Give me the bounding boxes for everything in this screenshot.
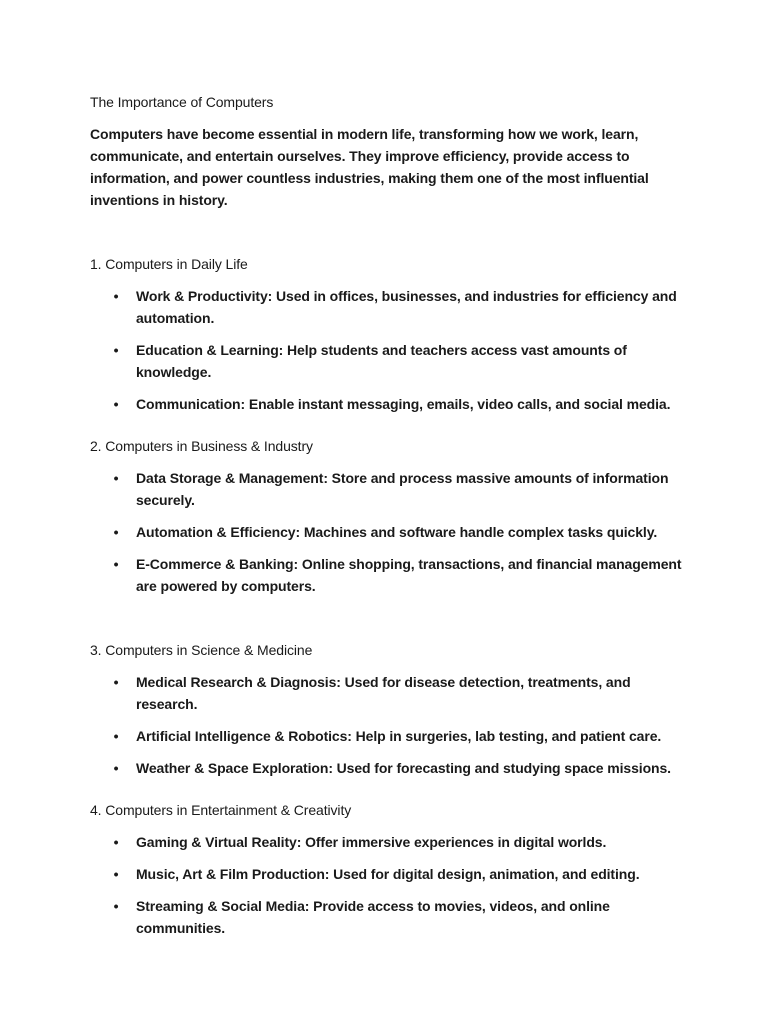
- list-item: [0, 757, 768, 779]
- list-item: [0, 467, 768, 511]
- list-item: [0, 339, 768, 383]
- section-heading-business-industry: 2. Computers in Business & Industry: [90, 438, 313, 454]
- list-item: [0, 863, 768, 885]
- list-item: [0, 553, 768, 597]
- list-item-text: Music, Art & Film Production: Used for digital design, animation, and editing.: [136, 866, 640, 882]
- bullet-icon: •: [113, 288, 119, 304]
- list-item-text: Automation & Efficiency: Machines and software handle complex tasks quickly.: [136, 524, 658, 540]
- list-item: [0, 725, 768, 747]
- bullet-icon: •: [113, 674, 119, 690]
- list-item: [0, 285, 768, 329]
- bullet-list-entertainment-creativity: [0, 831, 768, 949]
- section-heading-science-medicine: 3. Computers in Science & Medicine: [90, 642, 313, 658]
- list-item: [0, 521, 768, 543]
- list-item: [0, 831, 768, 853]
- intro-paragraph: Computers have become essential in modern life, transforming how we work, learn, communicate, and entertain ourselves. They improve efficiency, provide access to information, and power countless industries, making them one of the most influential inventions in history.: [90, 126, 649, 208]
- bullet-icon: •: [113, 834, 119, 850]
- bullet-icon: •: [113, 898, 119, 914]
- list-item: [0, 393, 768, 415]
- list-item-text: Gaming & Virtual Reality: Offer immersive experiences in digital worlds.: [136, 834, 607, 850]
- bullet-list-science-medicine: [0, 671, 768, 789]
- list-item-text: Data Storage & Management: Store and process massive amounts of information securely.: [136, 470, 669, 508]
- list-item-text: Weather & Space Exploration: Used for forecasting and studying space missions.: [136, 760, 671, 776]
- bullet-icon: •: [113, 556, 119, 572]
- list-item-text: Work & Productivity: Used in offices, businesses, and industries for efficiency and automation.: [136, 288, 677, 326]
- section-heading-daily-life: 1. Computers in Daily Life: [90, 256, 248, 272]
- list-item-text: Streaming & Social Media: Provide access to movies, videos, and online communities.: [136, 898, 610, 936]
- bullet-list-daily-life: [0, 285, 768, 425]
- bullet-icon: •: [113, 470, 119, 486]
- list-item: [0, 671, 768, 715]
- bullet-icon: •: [113, 524, 119, 540]
- bullet-icon: •: [113, 342, 119, 358]
- list-item-text: Artificial Intelligence & Robotics: Help in surgeries, lab testing, and patient care.: [136, 728, 662, 744]
- section-heading-entertainment-creativity: 4. Computers in Entertainment & Creativity: [90, 802, 352, 818]
- list-item-text: Education & Learning: Help students and teachers access vast amounts of knowledge.: [136, 342, 627, 380]
- list-item: [0, 895, 768, 939]
- bullet-icon: •: [113, 760, 119, 776]
- list-item-text: E-Commerce & Banking: Online shopping, transactions, and financial management are powered by computers.: [136, 556, 682, 594]
- bullet-list-business-industry: [0, 467, 768, 607]
- bullet-icon: •: [113, 728, 119, 744]
- list-item-text: Medical Research & Diagnosis: Used for disease detection, treatments, and research.: [136, 674, 631, 712]
- bullet-icon: •: [113, 866, 119, 882]
- document-title: The Importance of Computers: [90, 94, 274, 110]
- list-item-text: Communication: Enable instant messaging, emails, video calls, and social media.: [136, 396, 671, 412]
- bullet-icon: •: [113, 396, 119, 412]
